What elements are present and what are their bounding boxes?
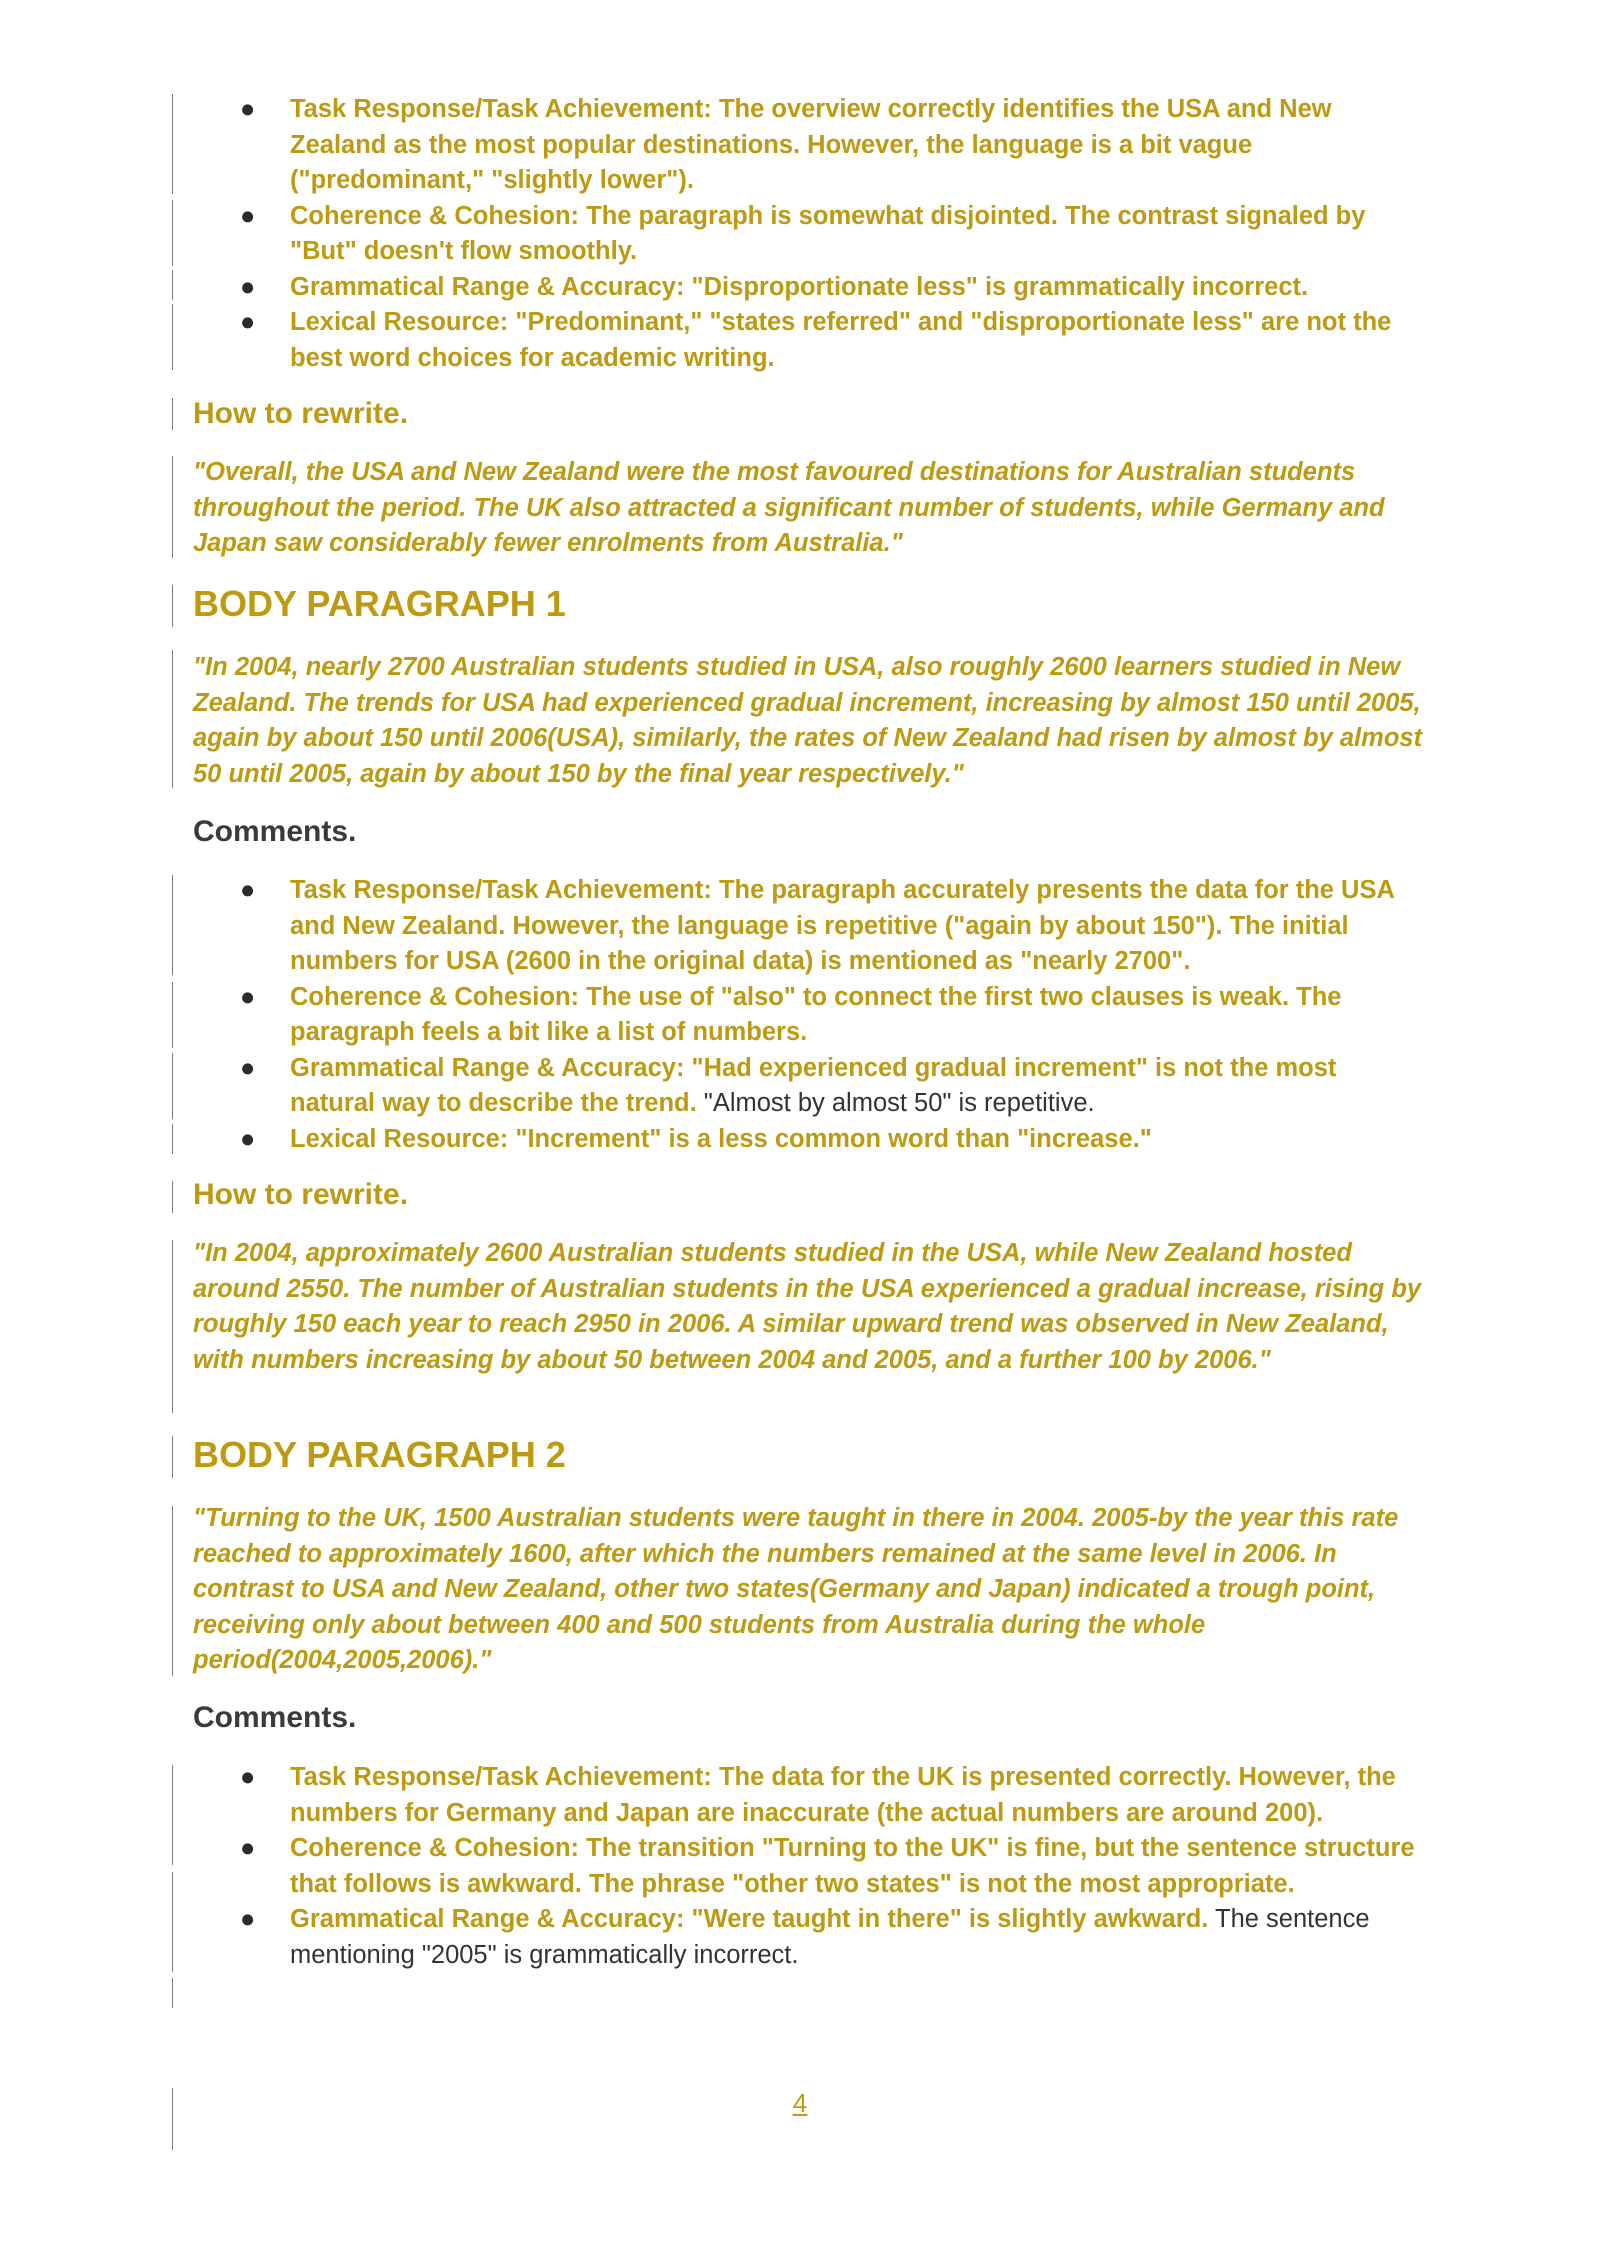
list-item-text: Grammatical Range & Accuracy: "Were taught in there" is slightly awkward. — [290, 1905, 1209, 1933]
list-item — [240, 92, 1420, 199]
list-item — [240, 1831, 1420, 1902]
list-item-text: Coherence & Cohesion: The use of "also" to connect the first two clauses is weak. The paragraph feels a bit like a list of numbers. — [290, 982, 1342, 1046]
change-bar — [172, 304, 173, 370]
rewrite-heading: How to rewrite. — [193, 397, 409, 430]
change-bar — [172, 1240, 173, 1413]
list-item-text-plain: "Almost by almost 50" is repetitive. — [696, 1089, 1095, 1117]
page-number[interactable]: 4 — [792, 2088, 808, 2118]
change-bar — [172, 1872, 173, 1972]
student-quote: "Turning to the UK, 1500 Australian students were taught in there in 2004. 2005-by the year this rate reached to approximately 1600, after which the numbers remained at the same level in 2006. In contrast to USA and New Zealand, other two states(Germany and Japan) indicated a trough point, receiving only about between 400 and 500 students from Australia during the whole period(2004,2005,2006)." — [193, 1504, 1399, 1674]
comments-heading: Comments. — [193, 815, 357, 848]
bullet-icon: ● — [240, 876, 256, 904]
list-item — [240, 873, 1420, 980]
section-heading-body-1: BODY PARAGRAPH 1 — [193, 583, 566, 624]
list-item — [240, 199, 1420, 270]
bullet-icon: ● — [240, 1124, 256, 1153]
rewrite-text: "Overall, the USA and New Zealand were the most favoured destinations for Australian students throughout the period. The UK also attracted a significant number of students, while Germany and Japan saw considerably fewer enrolments from Australia." — [193, 458, 1385, 557]
change-bar — [172, 1506, 173, 1676]
list-item-text: Grammatical Range & Accuracy: "Disproportionate less" is grammatically incorrect. — [290, 272, 1309, 301]
list-item-text: Lexical Resource: "Predominant," "states referred" and "disproportionate less" are not the best word choices for academic writing. — [290, 308, 1392, 372]
change-bar — [172, 456, 173, 558]
change-bar — [172, 1978, 173, 2008]
list-item — [240, 1760, 1420, 1831]
bullet-icon: ● — [240, 308, 256, 336]
bullet-icon: ● — [240, 1905, 256, 1933]
bullet-icon: ● — [240, 1053, 256, 1082]
list-item — [240, 1051, 1420, 1122]
list-item-text: Lexical Resource: "Increment" is a less common word than "increase." — [290, 1124, 1152, 1153]
change-bar — [172, 650, 173, 788]
bullet-icon: ● — [240, 1763, 256, 1791]
change-bar — [172, 2088, 173, 2150]
change-bar — [172, 398, 173, 430]
list-item — [240, 305, 1420, 376]
list-item-text: Task Response/Task Achievement: The data for the UK is presented correctly. However, the numbers for Germany and Japan are inaccurate (the actual numbers are around 200). — [290, 1763, 1396, 1827]
list-item-text: Task Response/Task Achievement: The paragraph accurately presents the data for the USA and New Zealand. However, the language is repetitive ("again by about 150"). The initial numbers for USA (2600 in the original data) is mentioned as "nearly 2700". — [290, 876, 1394, 975]
change-bar — [172, 982, 173, 1048]
list-item-text: Coherence & Cohesion: The transition "Turning to the UK" is fine, but the sentence structure that follows is awkward. The phrase "other two states" is not the most appropriate. — [290, 1834, 1415, 1898]
list-item — [240, 980, 1420, 1051]
bullet-icon: ● — [240, 1834, 256, 1862]
overview-comments-list — [240, 92, 1420, 376]
body2-comments-list — [240, 1760, 1420, 1973]
comments-heading: Comments. — [193, 1701, 357, 1734]
list-item — [240, 1902, 1420, 1973]
change-bar — [172, 1765, 173, 1865]
change-bar — [172, 1181, 173, 1213]
change-bar — [172, 200, 173, 266]
bullet-icon: ● — [240, 95, 256, 123]
list-item — [240, 270, 1420, 306]
bullet-icon: ● — [240, 272, 256, 301]
change-bar — [172, 94, 173, 194]
change-bar — [172, 1053, 173, 1119]
list-item — [240, 1122, 1420, 1158]
body1-comments-list — [240, 873, 1420, 1157]
list-item-text: Task Response/Task Achievement: The overview correctly identifies the USA and New Zealand as the most popular destinations. However, the language is a bit vague ("predominant," "slightly lower"). — [290, 95, 1332, 194]
rewrite-heading: How to rewrite. — [193, 1178, 409, 1211]
change-bar — [172, 875, 173, 975]
student-quote: "In 2004, nearly 2700 Australian students studied in USA, also roughly 2600 learners studied in New Zealand. The trends for USA had experienced gradual increment, increasing by almost 150 until 2005, again by about 150 until 2006(USA), similarly, the rates of New Zealand had risen by almost by almost 50 until 2005, again by about 150 by the final year respectively." — [193, 653, 1423, 788]
list-item-text: Grammatical Range & Accuracy: "Had experienced gradual increment" is not the most natural way to describe the trend. — [290, 1053, 1337, 1117]
change-bar — [172, 585, 173, 627]
bullet-icon: ● — [240, 982, 256, 1011]
list-item-text-plain: The sentence mentioning "2005" is grammatically incorrect. — [290, 1905, 1370, 1969]
change-bar — [172, 1436, 173, 1478]
rewrite-text: "In 2004, approximately 2600 Australian students studied in the USA, while New Zealand hosted around 2550. The number of Australian students in the USA experienced a gradual increase, rising by roughly 150 each year to reach 2950 in 2006. A similar upward trend was observed in New Zealand, with numbers increasing by about 50 between 2004 and 2005, and a further 100 by 2006." — [193, 1239, 1422, 1374]
bullet-icon: ● — [240, 201, 256, 230]
change-bar — [172, 270, 173, 300]
list-item-text: Coherence & Cohesion: The paragraph is somewhat disjointed. The contrast signaled by "But" doesn't flow smoothly. — [290, 201, 1366, 265]
section-heading-body-2: BODY PARAGRAPH 2 — [193, 1434, 566, 1475]
change-bar — [172, 1124, 173, 1154]
